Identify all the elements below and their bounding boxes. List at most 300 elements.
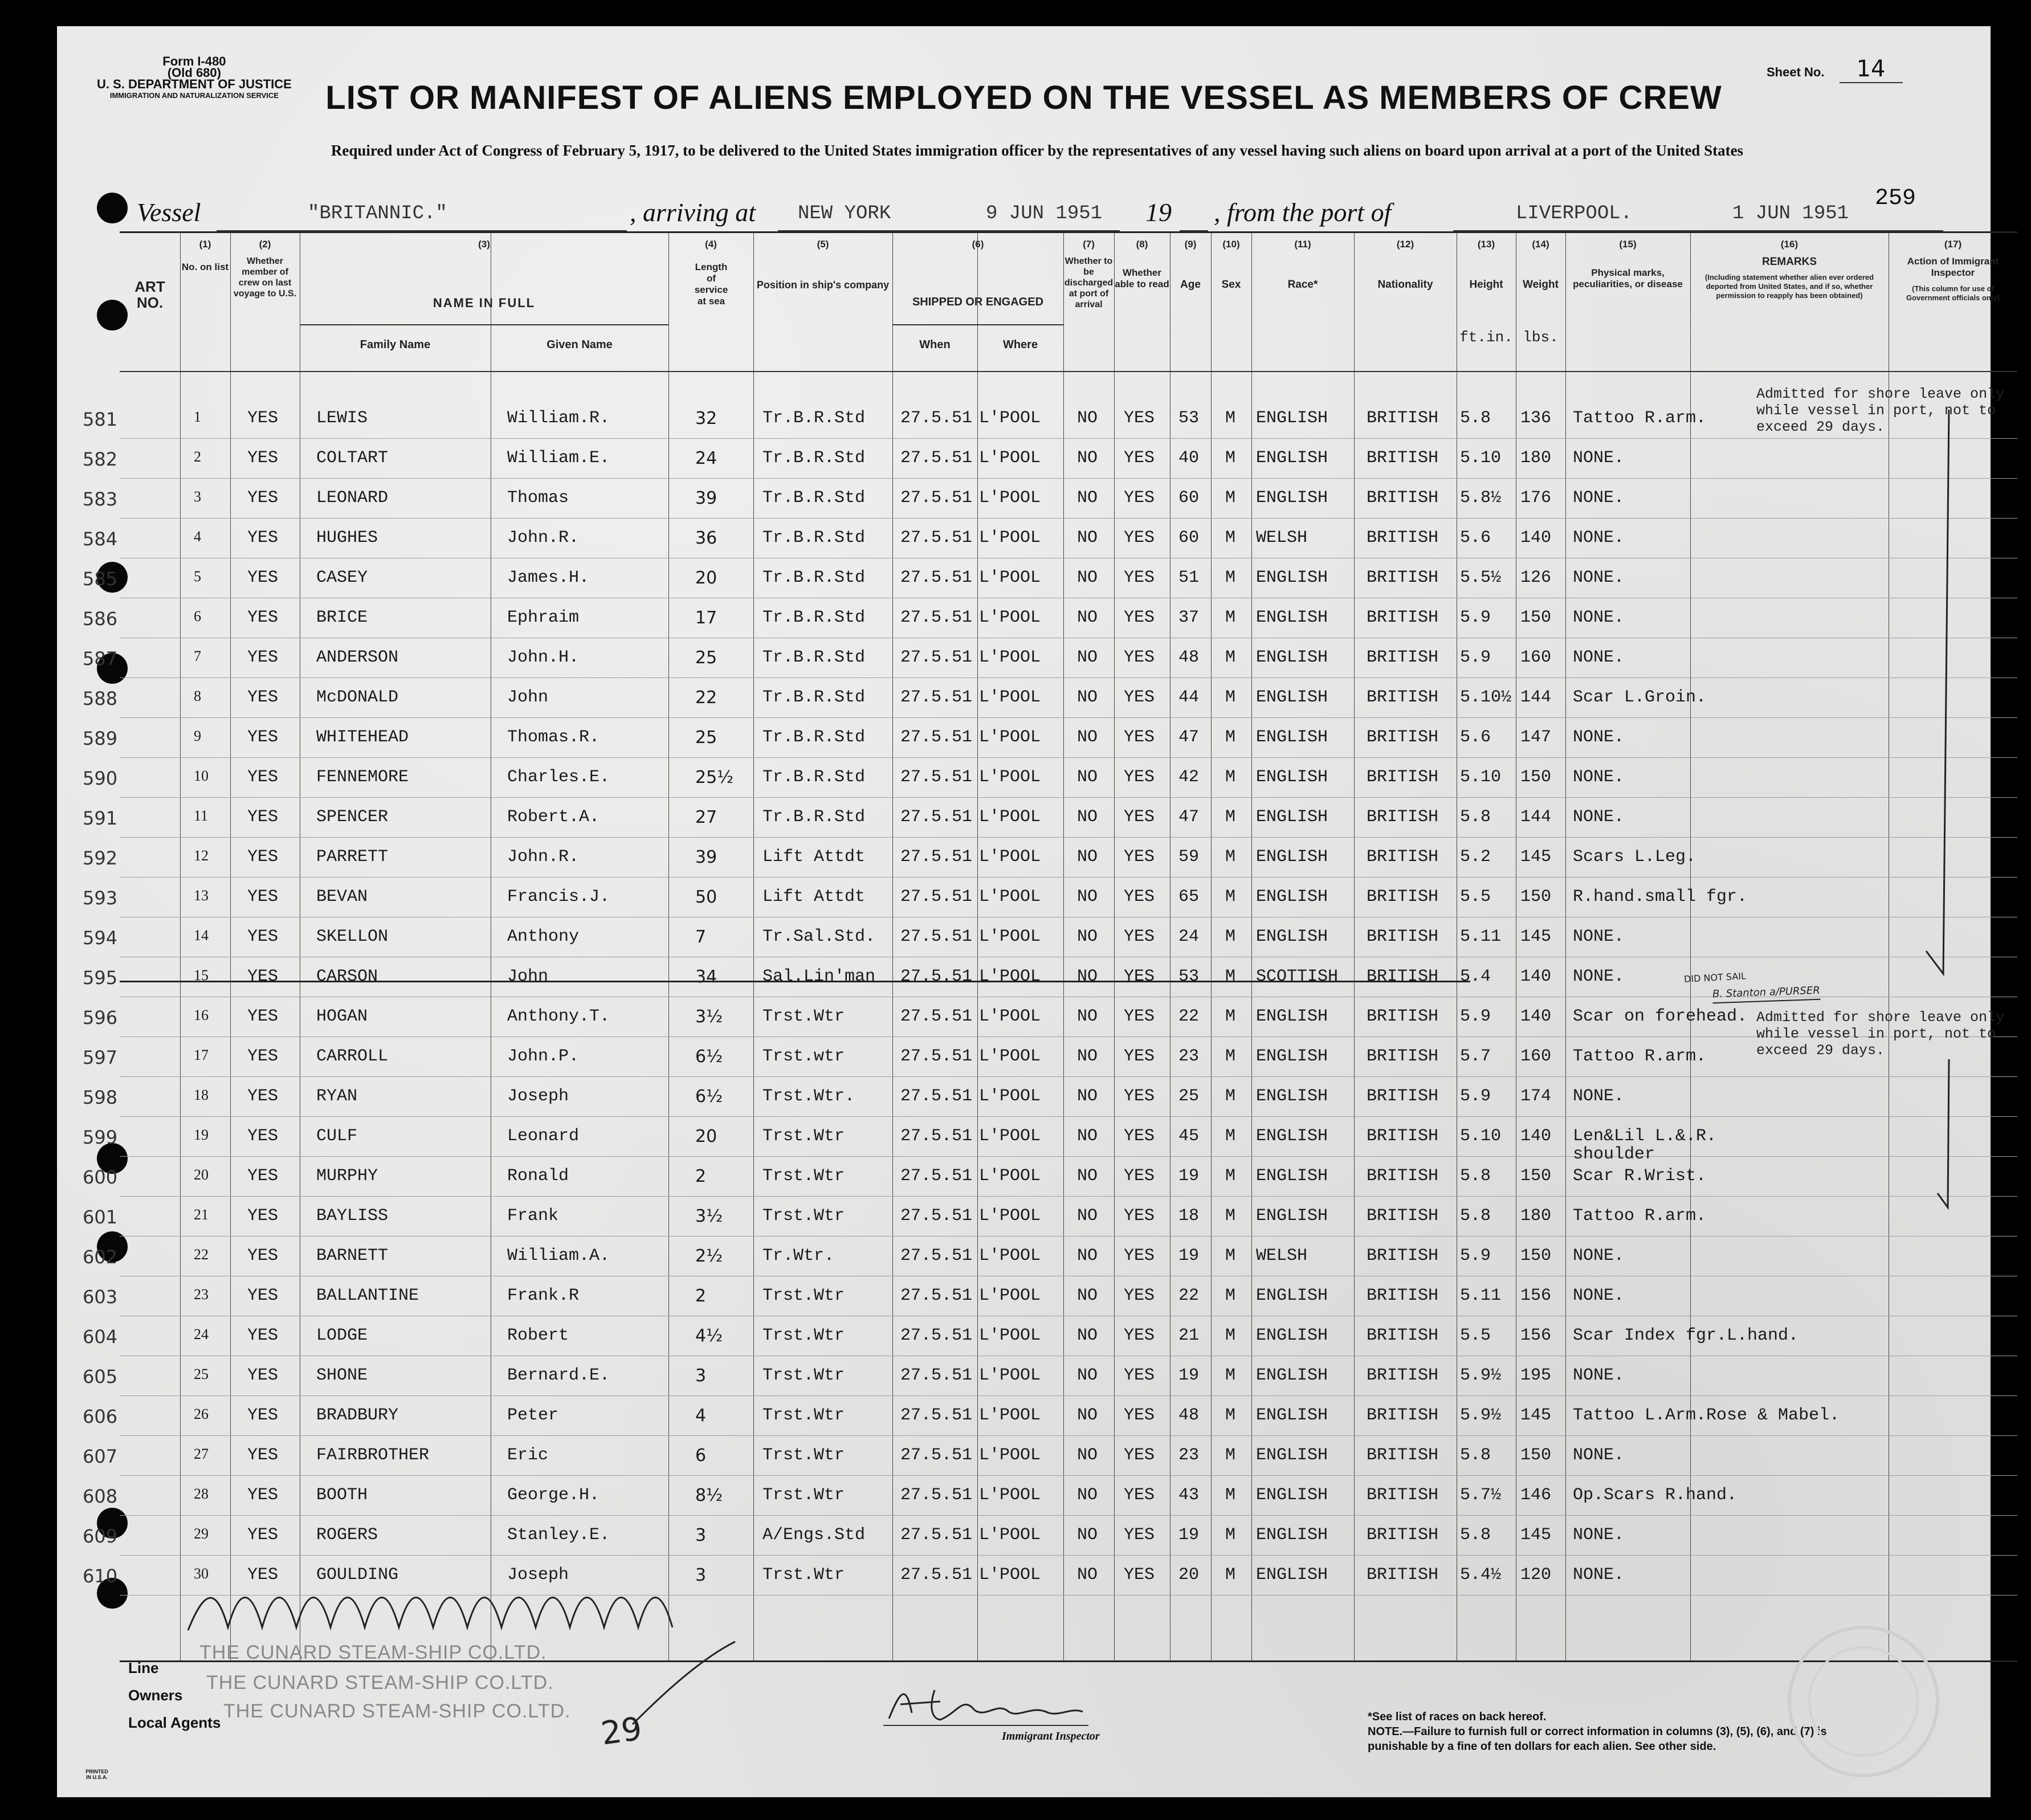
embossed-seal [1778, 1616, 1949, 1787]
sex: M [1225, 1246, 1236, 1266]
shipped-where: L'POOL [979, 1206, 1041, 1226]
age: 53 [1178, 409, 1200, 428]
weight: 145 [1520, 927, 1552, 946]
footer-agents-company: THE CUNARD STEAM-SHIP CO.LTD. [223, 1700, 571, 1722]
length-of-service: 8½ [695, 1486, 723, 1505]
sex: M [1225, 688, 1236, 707]
given-name: Francis.J. [507, 887, 610, 907]
length-of-service: 3 [695, 1366, 707, 1386]
previous-voyage: YES [247, 648, 279, 667]
art-number: 610 [83, 1565, 118, 1587]
physical-marks: NONE. [1573, 528, 1625, 548]
height: 5.9 [1460, 648, 1491, 667]
given-name: George.H. [507, 1486, 600, 1505]
discharged: NO [1077, 448, 1098, 468]
binder-hole [97, 193, 128, 223]
nationality: BRITISH [1367, 1127, 1439, 1146]
nationality: BRITISH [1367, 1366, 1439, 1385]
shipped-when: 27.5.51 [900, 1286, 973, 1305]
vessel-label: Vessel [137, 198, 201, 227]
length-of-service: 4½ [695, 1326, 723, 1346]
family-name: SPENCER [316, 807, 389, 827]
position: Trst.Wtr [762, 1166, 845, 1186]
weight: 150 [1520, 1166, 1552, 1186]
header-length-of-service: Length of service at sea [694, 262, 728, 307]
family-name: GOULDING [316, 1565, 399, 1585]
family-name: BRICE [316, 608, 368, 627]
header-physical-marks: Physical marks, peculiarities, or disease [1573, 267, 1683, 289]
position: Tr.Sal.Std. [762, 927, 876, 946]
sheet-label: Sheet No. [1767, 65, 1825, 79]
nationality: BRITISH [1367, 409, 1439, 428]
sex: M [1225, 1326, 1236, 1345]
position: Tr.B.R.Std [762, 409, 866, 428]
nationality: BRITISH [1367, 1087, 1439, 1106]
art-number: 592 [83, 847, 118, 869]
discharged: NO [1077, 528, 1098, 548]
nationality: BRITISH [1367, 1246, 1439, 1266]
sex: M [1225, 608, 1236, 627]
given-name: Ephraim [507, 608, 580, 627]
shipped-where: L'POOL [979, 568, 1041, 587]
header-nationality: Nationality [1377, 279, 1433, 291]
check-mark [627, 1639, 741, 1730]
shipped-where: L'POOL [979, 1166, 1041, 1186]
age: 19 [1178, 1525, 1200, 1545]
length-of-service: 7 [695, 927, 707, 947]
discharged: NO [1077, 847, 1098, 867]
given-name: John.P. [507, 1047, 580, 1066]
height: 5.4½ [1460, 1565, 1502, 1585]
discharged: NO [1077, 1406, 1098, 1425]
discharged: NO [1077, 1007, 1098, 1026]
list-number: 8 [194, 688, 201, 704]
previous-voyage: YES [247, 448, 279, 468]
able-to-read: YES [1124, 648, 1155, 667]
footer-line-company: THE CUNARD STEAM-SHIP CO.LTD. [199, 1642, 547, 1663]
age: 40 [1178, 448, 1200, 468]
able-to-read: YES [1124, 847, 1155, 867]
able-to-read: YES [1124, 1087, 1155, 1106]
position: Trst.Wtr. [762, 1087, 855, 1106]
age: 43 [1178, 1486, 1200, 1505]
art-number: 602 [83, 1246, 118, 1268]
able-to-read: YES [1124, 1326, 1155, 1345]
given-name: John.H. [507, 648, 580, 667]
art-number: 588 [83, 688, 118, 709]
physical-marks: NONE. [1573, 1446, 1625, 1465]
family-name: HOGAN [316, 1007, 368, 1026]
previous-voyage: YES [247, 488, 279, 508]
physical-marks-cont: shoulder [1573, 1145, 1655, 1164]
weight: 144 [1520, 807, 1552, 827]
weight: 160 [1520, 1047, 1552, 1066]
family-name: BALLANTINE [316, 1286, 419, 1305]
crew-row [83, 481, 2017, 520]
printed-mark: PRINTED IN U.S.A. [85, 1769, 108, 1780]
weight: 180 [1520, 448, 1552, 468]
sex: M [1225, 1286, 1236, 1305]
position: Tr.B.R.Std [762, 448, 866, 468]
race: ENGLISH [1256, 568, 1328, 587]
weight: 126 [1520, 568, 1552, 587]
length-of-service: 6 [695, 1446, 707, 1466]
given-name: William.R. [507, 409, 610, 428]
physical-marks: NONE. [1573, 807, 1625, 827]
length-of-service: 25½ [695, 768, 734, 787]
nationality: BRITISH [1367, 568, 1439, 587]
list-number: 12 [194, 847, 209, 864]
position: Tr.Wtr. [762, 1246, 835, 1266]
age: 59 [1178, 847, 1200, 867]
able-to-read: YES [1124, 608, 1155, 627]
shipped-where: L'POOL [979, 847, 1041, 867]
race: ENGLISH [1256, 448, 1328, 468]
family-name: RYAN [316, 1087, 358, 1106]
previous-voyage: YES [247, 1166, 279, 1186]
header-no-on-list: No. on list [181, 262, 229, 272]
able-to-read: YES [1124, 1246, 1155, 1266]
shipped-when: 27.5.51 [900, 1206, 973, 1226]
nationality: BRITISH [1367, 1565, 1439, 1585]
physical-marks: NONE. [1573, 648, 1625, 667]
given-name: William.E. [507, 448, 610, 468]
crew-row [83, 1439, 2017, 1478]
handwritten-count: 29 [598, 1710, 645, 1753]
previous-voyage: YES [247, 1246, 279, 1266]
vessel-name: "BRITANNIC." [308, 203, 447, 225]
age: 60 [1178, 528, 1200, 548]
position: Trst.Wtr [762, 1127, 845, 1146]
family-name: CARROLL [316, 1047, 389, 1066]
shipped-when: 27.5.51 [900, 688, 973, 707]
able-to-read: YES [1124, 1525, 1155, 1545]
previous-voyage: YES [247, 887, 279, 907]
position: Lift Attdt [762, 847, 866, 867]
crew-row [83, 1519, 2017, 1557]
art-number: 595 [83, 967, 118, 989]
family-name: COLTART [316, 448, 389, 468]
art-number: 605 [83, 1366, 118, 1388]
length-of-service: 32 [695, 409, 717, 429]
crew-row [83, 561, 2017, 600]
crew-row [83, 1080, 2017, 1119]
arriving-label: , arriving at [630, 198, 756, 227]
race: ENGLISH [1256, 1525, 1328, 1545]
height: 5.9 [1460, 1246, 1491, 1266]
crew-row [83, 442, 2017, 480]
from-port: LIVERPOOL. [1516, 203, 1633, 225]
header-height: Height [1469, 279, 1503, 291]
able-to-read: YES [1124, 1286, 1155, 1305]
height: 5.10 [1460, 768, 1502, 787]
length-of-service: 24 [695, 448, 717, 468]
crew-row [83, 402, 2017, 440]
race: ENGLISH [1256, 807, 1328, 827]
position: Tr.B.R.Std [762, 648, 866, 667]
sex: M [1225, 847, 1236, 867]
nationality: BRITISH [1367, 528, 1439, 548]
length-of-service: 50 [695, 887, 717, 907]
footer-owners-label: Owners [128, 1687, 183, 1704]
list-number: 20 [194, 1166, 209, 1183]
family-name: ROGERS [316, 1525, 378, 1545]
shipped-where: L'POOL [979, 768, 1041, 787]
nationality: BRITISH [1367, 1326, 1439, 1345]
sex: M [1225, 1007, 1236, 1026]
previous-voyage: YES [247, 728, 279, 747]
header-discharged: Whether to be discharged at port of arrival [1064, 256, 1114, 309]
sex: M [1225, 927, 1236, 946]
previous-voyage: YES [247, 1486, 279, 1505]
document-subtitle: Required under Act of Congress of February 5, 1917, to be delivered to the United States immigration officer by the representatives of any vessel having such aliens on board upon arrival at a port of the United States [331, 142, 1744, 159]
height: 5.6 [1460, 728, 1491, 747]
sex: M [1225, 967, 1236, 986]
age: 23 [1178, 1446, 1200, 1465]
height: 5.10 [1460, 1127, 1502, 1146]
age: 51 [1178, 568, 1200, 587]
length-of-service: 2 [695, 1286, 707, 1306]
race: ENGLISH [1256, 1366, 1328, 1385]
weight: 150 [1520, 608, 1552, 627]
previous-voyage: YES [247, 688, 279, 707]
physical-marks: NONE. [1573, 568, 1625, 587]
note-penalty: NOTE.—Failure to furnish full or correct information in columns (3), (5), (6), and (7) is punishable by a fine of ten dollars for each alien. See other side. [1368, 1725, 1827, 1753]
discharged: NO [1077, 887, 1098, 907]
given-name: William.A. [507, 1246, 610, 1266]
position: Trst.wtr [762, 1047, 845, 1066]
previous-voyage: YES [247, 768, 279, 787]
age: 65 [1178, 887, 1200, 907]
crew-row [83, 1199, 2017, 1238]
nationality: BRITISH [1367, 768, 1439, 787]
height: 5.8 [1460, 1525, 1491, 1545]
family-name: BOOTH [316, 1486, 368, 1505]
age: 19 [1178, 1366, 1200, 1385]
position: Tr.B.R.Std [762, 568, 866, 587]
height: 5.5 [1460, 887, 1491, 907]
given-name: Anthony.T. [507, 1007, 610, 1026]
sex: M [1225, 887, 1236, 907]
list-number: 5 [194, 568, 201, 585]
given-name: Frank.R [507, 1286, 580, 1305]
given-name: John.R. [507, 528, 580, 548]
art-number: 586 [83, 608, 118, 630]
purser-note: B. Stanton a/PURSER [1712, 982, 1821, 1004]
previous-voyage: YES [247, 967, 279, 986]
physical-marks: NONE. [1573, 1087, 1625, 1106]
discharged: NO [1077, 1446, 1098, 1465]
given-name: John.R. [507, 847, 580, 867]
sex: M [1225, 1047, 1236, 1066]
position: A/Engs.Std [762, 1525, 866, 1545]
shipped-when: 27.5.51 [900, 409, 973, 428]
able-to-read: YES [1124, 409, 1155, 428]
art-number: 601 [83, 1206, 118, 1228]
discharged: NO [1077, 967, 1098, 986]
physical-marks: Tattoo R.arm. [1573, 1206, 1707, 1226]
inspector-signature [878, 1679, 1094, 1730]
crew-row [83, 1160, 2017, 1198]
shipped-when: 27.5.51 [900, 488, 973, 508]
list-number: 13 [194, 887, 209, 904]
discharged: NO [1077, 1166, 1098, 1186]
family-name: SKELLON [316, 927, 389, 946]
race: ENGLISH [1256, 1486, 1328, 1505]
previous-voyage: YES [247, 847, 279, 867]
physical-marks: NONE. [1573, 728, 1625, 747]
art-number: 599 [83, 1127, 118, 1148]
nationality: BRITISH [1367, 728, 1439, 747]
position: Trst.Wtr [762, 1326, 845, 1345]
header-given-name: Given Name [547, 338, 613, 351]
height: 5.10 [1460, 448, 1502, 468]
length-of-service: 36 [695, 528, 717, 548]
able-to-read: YES [1124, 1565, 1155, 1585]
physical-marks: NONE. [1573, 967, 1625, 986]
length-of-service: 25 [695, 648, 717, 668]
footer-agents-label: Local Agents [128, 1714, 221, 1731]
length-of-service: 27 [695, 807, 717, 827]
nationality: BRITISH [1367, 1007, 1439, 1026]
art-number: 608 [83, 1486, 118, 1507]
weight: 140 [1520, 967, 1552, 986]
art-number: 581 [83, 409, 118, 430]
previous-voyage: YES [247, 528, 279, 548]
shipped-where: L'POOL [979, 1446, 1041, 1465]
previous-voyage: YES [247, 1446, 279, 1465]
age: 48 [1178, 1406, 1200, 1425]
art-number: 589 [83, 728, 118, 749]
discharged: NO [1077, 488, 1098, 508]
able-to-read: YES [1124, 1007, 1155, 1026]
crew-row [83, 920, 2017, 959]
height: 5.9 [1460, 1087, 1491, 1106]
nationality: BRITISH [1367, 488, 1439, 508]
physical-marks: Scar Index fgr.L.hand. [1573, 1326, 1799, 1345]
family-name: CULF [316, 1127, 358, 1146]
age: 37 [1178, 608, 1200, 627]
list-number: 27 [194, 1446, 209, 1462]
shipped-when: 27.5.51 [900, 768, 973, 787]
physical-marks: Tattoo L.Arm.Rose & Mabel. [1573, 1406, 1840, 1425]
weight: 120 [1520, 1565, 1552, 1585]
shipped-when: 27.5.51 [900, 608, 973, 627]
age: 24 [1178, 927, 1200, 946]
position: Trst.Wtr [762, 1406, 845, 1425]
sex: M [1225, 448, 1236, 468]
previous-voyage: YES [247, 1087, 279, 1106]
nationality: BRITISH [1367, 1525, 1439, 1545]
shipped-when: 27.5.51 [900, 648, 973, 667]
given-name: Anthony [507, 927, 580, 946]
sex: M [1225, 728, 1236, 747]
list-number: 3 [194, 488, 201, 505]
weight: 195 [1520, 1366, 1552, 1385]
length-of-service: 3½ [695, 1007, 723, 1027]
weight: 140 [1520, 528, 1552, 548]
weight: 176 [1520, 488, 1552, 508]
height: 5.9½ [1460, 1366, 1502, 1385]
height: 5.7 [1460, 1047, 1491, 1066]
race: ENGLISH [1256, 1087, 1328, 1106]
list-number: 19 [194, 1127, 209, 1143]
family-name: LEONARD [316, 488, 389, 508]
age: 44 [1178, 688, 1200, 707]
art-number: 584 [83, 528, 118, 550]
able-to-read: YES [1124, 528, 1155, 548]
physical-marks: Scar on forehead. [1573, 1007, 1748, 1026]
weight: 150 [1520, 887, 1552, 907]
able-to-read: YES [1124, 1206, 1155, 1226]
given-name: Robert [507, 1326, 569, 1345]
crew-row [83, 840, 2017, 879]
race: WELSH [1256, 1246, 1308, 1266]
nationality: BRITISH [1367, 927, 1439, 946]
physical-marks: NONE. [1573, 1565, 1625, 1585]
height: 5.2 [1460, 847, 1491, 867]
given-name: Stanley.E. [507, 1525, 610, 1545]
shipped-when: 27.5.51 [900, 1446, 973, 1465]
shipped-where: L'POOL [979, 1007, 1041, 1026]
height: 5.4 [1460, 967, 1491, 986]
position: Tr.B.R.Std [762, 688, 866, 707]
race: ENGLISH [1256, 887, 1328, 907]
age: 45 [1178, 1127, 1200, 1146]
race: ENGLISH [1256, 768, 1328, 787]
physical-marks: NONE. [1573, 1525, 1625, 1545]
crew-row [83, 1279, 2017, 1318]
previous-voyage: YES [247, 1127, 279, 1146]
height: 5.5 [1460, 1326, 1491, 1345]
length-of-service: 20 [695, 1127, 717, 1146]
weight: 147 [1520, 728, 1552, 747]
sex: M [1225, 1446, 1236, 1465]
shipped-where: L'POOL [979, 927, 1041, 946]
physical-marks: NONE. [1573, 768, 1625, 787]
list-number: 30 [194, 1565, 209, 1582]
age: 19 [1178, 1166, 1200, 1186]
shipped-when: 27.5.51 [900, 1326, 973, 1345]
department: U. S. DEPARTMENT OF JUSTICE [97, 77, 292, 91]
crew-row [83, 1040, 2017, 1079]
shipped-where: L'POOL [979, 1326, 1041, 1345]
age: 47 [1178, 728, 1200, 747]
given-name: John [507, 688, 549, 707]
given-name: Bernard.E. [507, 1366, 610, 1385]
race: ENGLISH [1256, 1047, 1328, 1066]
inspector-marks [1909, 404, 1977, 1213]
art-number: 591 [83, 807, 118, 829]
sex: M [1225, 1166, 1236, 1186]
given-name: Peter [507, 1406, 559, 1425]
crew-row [83, 1000, 2017, 1039]
race: ENGLISH [1256, 1446, 1328, 1465]
list-number: 1 [194, 409, 201, 425]
given-name: Frank [507, 1206, 559, 1226]
header-previous-voyage: Whether member of crew on last voyage to U.S. [233, 256, 297, 299]
length-of-service: 22 [695, 688, 717, 708]
family-name: FENNEMORE [316, 768, 409, 787]
art-number: 585 [83, 568, 118, 590]
age: 22 [1178, 1286, 1200, 1305]
family-name: BRADBURY [316, 1406, 399, 1425]
list-number: 16 [194, 1007, 209, 1023]
position: Trst.Wtr [762, 1446, 845, 1465]
previous-voyage: YES [247, 1525, 279, 1545]
list-number: 24 [194, 1326, 209, 1342]
previous-voyage: YES [247, 1047, 279, 1066]
